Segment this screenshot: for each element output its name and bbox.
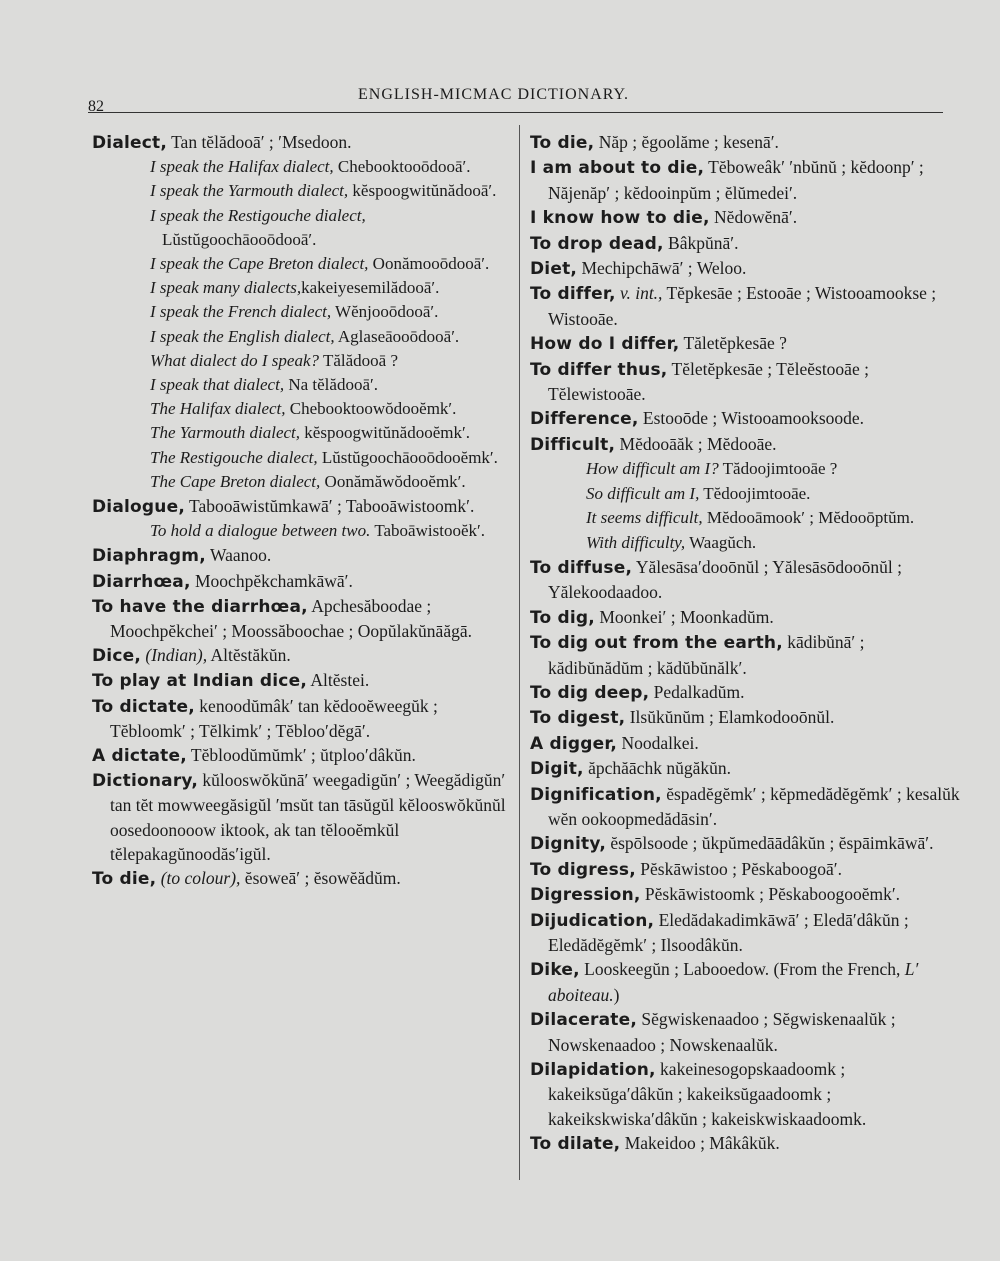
page-header bbox=[88, 84, 943, 113]
entry-translation: Chebooktoowŏdooĕmk′. bbox=[285, 399, 457, 419]
entry-headword: Dilacerate, bbox=[530, 1010, 638, 1031]
page-number: 82 bbox=[88, 98, 104, 115]
entry-translation: ĕspadĕgĕmk′ ; kĕpmedădĕgĕmk′ ; kesalŭk wĕn ookoopmedădāsin′. bbox=[548, 783, 960, 829]
dictionary-entry bbox=[530, 831, 960, 856]
entry-translation: Ilsŭkŭnŭm ; Elamkodooōnŭl. bbox=[625, 707, 835, 728]
entry-translation: Tĕletĕpkesāe ; Tĕleĕstooāe ; Tĕlewistooāe. bbox=[548, 358, 869, 405]
entry-italic: I speak the Cape Breton dialect, bbox=[150, 254, 369, 274]
dictionary-entry bbox=[530, 331, 960, 356]
entry-translation: kakeiyesemilădooā′. bbox=[301, 278, 440, 298]
dictionary-entry bbox=[530, 731, 960, 756]
entry-headword: Dialogue, bbox=[92, 497, 185, 518]
entry-translation: Nĕdowĕnā′. bbox=[709, 207, 798, 228]
dictionary-entry bbox=[530, 256, 960, 281]
entry-translation: Moochpĕkchamkāwā′. bbox=[190, 570, 353, 591]
entry-translation: Tădoojimtooāe ? bbox=[718, 459, 838, 479]
entry-translation: Lŭstŭgoochāooōdooā′. bbox=[162, 229, 317, 249]
dictionary-entry bbox=[92, 643, 510, 668]
entry-headword: To differ thus, bbox=[530, 359, 668, 380]
dictionary-entry bbox=[530, 555, 960, 605]
dictionary-entry bbox=[92, 155, 510, 179]
entry-italic: The Cape Breton dialect, bbox=[150, 471, 321, 491]
dictionary-entry bbox=[530, 155, 960, 205]
entry-headword: To dig deep, bbox=[530, 682, 650, 703]
entry-headword: Dignification, bbox=[530, 784, 662, 805]
dictionary-entry bbox=[92, 397, 510, 421]
entry-translation: Mechipchāwā′ ; Weloo. bbox=[577, 258, 747, 279]
entry-translation: Waagŭch. bbox=[685, 532, 757, 552]
entry-translation: ĕspōlsoode ; ŭkpŭmedāādâkŭn ; ĕspāimkāwā′. bbox=[605, 833, 934, 854]
entry-headword: To digest, bbox=[530, 708, 626, 729]
dictionary-entry bbox=[92, 276, 510, 300]
entry-translation: Tan tĕlădooā′ ; ′Msedoon. bbox=[167, 132, 352, 152]
entry-italic: (to colour), bbox=[156, 868, 241, 889]
dictionary-entry bbox=[92, 421, 510, 445]
dictionary-entry bbox=[530, 205, 960, 230]
dictionary-entry bbox=[92, 594, 510, 643]
entry-headword: Digression, bbox=[530, 885, 641, 906]
entry-italic: (Indian), bbox=[141, 645, 208, 666]
entry-italic: What dialect do I speak? bbox=[150, 350, 320, 370]
entry-translation: Aglaseāooōdooā′. bbox=[334, 326, 460, 346]
entry-translation: ĕsoweā′ ; ĕsowĕădŭm. bbox=[240, 868, 401, 889]
dictionary-entry bbox=[92, 543, 510, 568]
entry-translation: Tĕbloodŭmŭmk′ ; ŭtploo′dâkŭn. bbox=[186, 745, 416, 766]
entry-translation: kĕspoogwitŭnădooĕmk′. bbox=[300, 423, 470, 443]
dictionary-entry bbox=[530, 130, 960, 155]
entry-translation: Oonămooōdooā′. bbox=[368, 254, 490, 274]
entry-headword: Dilapidation, bbox=[530, 1060, 656, 1081]
entry-headword: A dictate, bbox=[92, 746, 187, 767]
entry-translation: ăpchăāchk nŭgăkŭn. bbox=[583, 758, 731, 779]
entry-italic: I speak the English dialect, bbox=[150, 326, 335, 346]
entry-headword: Dignity, bbox=[530, 834, 606, 855]
dictionary-entry bbox=[92, 325, 510, 349]
dictionary-entry bbox=[92, 569, 510, 594]
entry-headword: Diaphragm, bbox=[92, 546, 206, 567]
right-column bbox=[530, 130, 960, 1157]
entry-translation: Mĕdooāmook′ ; Mĕdooōptŭm. bbox=[702, 508, 915, 528]
entry-headword: Diet, bbox=[530, 259, 578, 280]
entry-italic: To hold a dialogue between two. bbox=[150, 521, 371, 541]
entry-translation: Wĕnjooōdooā′. bbox=[331, 302, 439, 322]
dictionary-entry bbox=[92, 494, 510, 519]
entry-headword: To die, bbox=[92, 869, 157, 890]
entry-headword: I know how to die, bbox=[530, 208, 710, 229]
entry-headword: To digress, bbox=[530, 859, 636, 880]
entry-headword: A digger, bbox=[530, 733, 618, 754]
entry-headword: How do I differ, bbox=[530, 334, 680, 355]
entry-italic: With difficulty, bbox=[586, 532, 686, 552]
dictionary-entry bbox=[530, 531, 960, 555]
entry-headword: To play at Indian dice, bbox=[92, 671, 307, 692]
dictionary-entry bbox=[530, 630, 960, 680]
entry-translation: Tabooāwistŭmkawā′ ; Tabooāwistoomk′. bbox=[184, 496, 475, 517]
dictionary-entry bbox=[530, 782, 960, 832]
entry-headword: Digit, bbox=[530, 759, 584, 780]
entry-translation: Makeidoo ; Mâkâkŭk. bbox=[620, 1133, 780, 1154]
entry-headword: To drop dead, bbox=[530, 233, 664, 254]
dictionary-entry bbox=[92, 866, 510, 891]
entry-italic: It seems difficult, bbox=[586, 508, 703, 528]
entry-italic: The Yarmouth dialect, bbox=[150, 423, 301, 443]
entry-headword: To dig, bbox=[530, 607, 595, 628]
entry-translation: Tĕboweâk′ ′nbŭnŭ ; kĕdoonp′ ; Năjenăp′ ; kĕdooinpŭm ; ĕlŭmedei′. bbox=[548, 157, 924, 203]
entry-headword: To dictate, bbox=[92, 696, 195, 717]
entry-translation: Oonămăwŏdooĕmk′. bbox=[320, 471, 466, 491]
entry-translation: Altĕstei. bbox=[306, 670, 370, 691]
entry-headword: To die, bbox=[530, 133, 595, 153]
running-title: ENGLISH-MICMAC DICTIONARY. bbox=[358, 86, 630, 103]
entry-italic: I speak the Restigouche dialect, bbox=[150, 205, 366, 225]
entry-headword: Diarrhœa, bbox=[92, 571, 191, 592]
entry-italic: I speak the Yarmouth dialect, bbox=[150, 181, 349, 201]
entry-headword: Dice, bbox=[92, 646, 142, 667]
entry-translation: Năp ; ĕgoolăme ; kesenā′. bbox=[594, 132, 779, 152]
entry-italic: The Halifax dialect, bbox=[150, 399, 286, 419]
dictionary-entry bbox=[92, 694, 510, 743]
dictionary-entry bbox=[530, 957, 960, 1007]
entry-headword: Dike, bbox=[530, 960, 580, 981]
dictionary-entry bbox=[92, 130, 510, 155]
entry-translation: Pĕskāwistoo ; Pĕskaboogoā′. bbox=[635, 858, 842, 879]
dictionary-entry bbox=[92, 179, 510, 203]
dictionary-entry bbox=[530, 882, 960, 907]
entry-translation: Altĕstăkŭn. bbox=[207, 645, 291, 666]
entry-italic: I speak the French dialect, bbox=[150, 302, 332, 322]
entry-translation: Taboāwistooĕk′. bbox=[370, 521, 485, 541]
entry-translation: Pĕskāwistoomk ; Pĕskaboogooĕmk′. bbox=[640, 884, 901, 905]
dictionary-entry bbox=[92, 300, 510, 324]
entry-italic: I speak many dialects, bbox=[150, 278, 302, 298]
entry-translation: Noodalkei. bbox=[617, 732, 699, 753]
dictionary-entry bbox=[92, 252, 510, 276]
dictionary-entry bbox=[530, 908, 960, 958]
entry-headword: Dictionary, bbox=[92, 771, 199, 792]
entry-translation: Sĕgwiskenaadoo ; Sĕgwiskenaalŭk ; Nowskenaadoo ; Nowskenaalŭk. bbox=[548, 1009, 896, 1055]
dictionary-entry bbox=[530, 357, 960, 407]
dictionary-entry bbox=[530, 756, 960, 781]
entry-translation: Bâkpŭnā′. bbox=[663, 232, 739, 253]
dictionary-entry bbox=[530, 680, 960, 705]
entry-italic: L′ aboiteau. bbox=[548, 959, 919, 1005]
entry-italic: v. int., bbox=[615, 283, 663, 304]
entry-translation: Eledădakadimkāwā′ ; Eledā′dâkŭn ; Eledădĕgĕmk′ ; Ilsoodâkŭn. bbox=[548, 909, 909, 955]
dictionary-entry bbox=[92, 768, 510, 866]
entry-headword: To dilate, bbox=[530, 1134, 621, 1155]
entry-headword: I am about to die, bbox=[530, 158, 705, 179]
entry-translation: ) bbox=[613, 984, 620, 1005]
entry-translation: Moonkei′ ; Moonkadŭm. bbox=[594, 606, 774, 627]
entry-headword: Dijudication, bbox=[530, 910, 655, 931]
dictionary-entry bbox=[530, 406, 960, 431]
entry-translation: kenoodŭmâk′ tan kĕdooĕweegŭk ; Tĕbloomk′ ; Tĕlkimk′ ; Tĕbloo′dĕgā′. bbox=[110, 695, 438, 741]
dictionary-entry bbox=[530, 482, 960, 506]
entry-italic: So difficult am I, bbox=[586, 483, 700, 503]
entry-translation: Looskeegŭn ; Labooedow. (From the French, bbox=[579, 959, 905, 980]
dictionary-entry bbox=[530, 857, 960, 882]
entry-translation: kĕspoogwitŭnădooā′. bbox=[348, 181, 497, 201]
entry-translation: Estooōde ; Wistooamooksoode. bbox=[638, 408, 865, 429]
entry-headword: To diffuse, bbox=[530, 557, 633, 578]
dictionary-entry bbox=[92, 743, 510, 768]
entry-translation: Chebooktooōdooā′. bbox=[333, 157, 471, 177]
dictionary-entry bbox=[92, 373, 510, 397]
entry-translation: Tăletĕpkesāe ? bbox=[679, 333, 787, 354]
entry-headword: To dig out from the earth, bbox=[530, 633, 783, 654]
entry-italic: I speak that dialect, bbox=[150, 375, 285, 395]
entry-headword: To differ, bbox=[530, 284, 616, 305]
entry-translation: kŭlooswŏkŭnā′ weegadigŭn′ ; Weegădigŭn′ tan tĕt mowweegăsigŭl ′msŭt tan tāsŭgŭl kĕlooswŏkŭnŭl oosedoonooow iktook, ak tan tĕlooĕmkŭl tĕlepakagŭnoodăs′igŭl. bbox=[110, 770, 506, 864]
dictionary-entry bbox=[530, 281, 960, 331]
entry-translation: kakeinesogopskaadoomk ; kakeiksŭga′dâkŭn ; kakeiksŭgaadoomk ; kakeikskwiska′dâkŭn ; kakeiskwiskaadoomk. bbox=[548, 1059, 867, 1129]
entry-translation: Tălădooā ? bbox=[319, 350, 398, 370]
dictionary-entry bbox=[92, 668, 510, 693]
entry-translation: Mĕdooāăk ; Mĕdooāe. bbox=[615, 433, 777, 454]
entry-italic: I speak the Halifax dialect, bbox=[150, 157, 334, 177]
dictionary-entry bbox=[530, 231, 960, 256]
dictionary-entry bbox=[530, 605, 960, 630]
dictionary-entry bbox=[530, 457, 960, 481]
dictionary-entry bbox=[530, 506, 960, 530]
entry-translation: kādibŭnā′ ; kădibŭnădŭm ; kădŭbŭnălk′. bbox=[548, 632, 865, 678]
dictionary-entry bbox=[530, 705, 960, 730]
dictionary-entry bbox=[92, 204, 510, 252]
dictionary-entry bbox=[92, 349, 510, 373]
left-column bbox=[92, 130, 510, 891]
entry-headword: To have the diarrhœa, bbox=[92, 596, 308, 617]
dictionary-entry bbox=[92, 446, 510, 470]
entry-translation: Apchesăboodae ; Moochpĕkchei′ ; Moossăboochae ; Oopŭlakŭnāăgā. bbox=[110, 595, 472, 642]
entry-headword: Difficult, bbox=[530, 434, 616, 455]
entry-translation: Yălesāsa′dooōnŭl ; Yălesāsōdooōnŭl ; Yălekoodaadoo. bbox=[548, 556, 902, 603]
dictionary-entry bbox=[530, 1131, 960, 1156]
entry-translation: Tĕpkesāe ; Estooāe ; Wistooamookse ; Wistooāe. bbox=[548, 283, 937, 329]
entry-headword: Difference, bbox=[530, 409, 639, 430]
dictionary-entry bbox=[92, 519, 510, 543]
entry-translation: Lŭstŭgoochāooōdooĕmk′. bbox=[317, 447, 498, 467]
entry-italic: How difficult am I? bbox=[586, 459, 719, 479]
entry-translation: Na tĕlădooā′. bbox=[284, 375, 378, 395]
dictionary-entry bbox=[530, 432, 960, 457]
entry-headword: Dialect, bbox=[92, 133, 168, 153]
column-divider bbox=[519, 125, 520, 1180]
dictionary-entry bbox=[530, 1057, 960, 1131]
entry-italic: The Restigouche dialect, bbox=[150, 447, 318, 467]
dictionary-entry bbox=[92, 470, 510, 494]
entry-translation: Waanoo. bbox=[205, 545, 272, 566]
entry-translation: Pedalkadŭm. bbox=[649, 681, 745, 702]
entry-translation: Tĕdoojimtooāe. bbox=[699, 483, 811, 503]
dictionary-entry bbox=[530, 1007, 960, 1057]
